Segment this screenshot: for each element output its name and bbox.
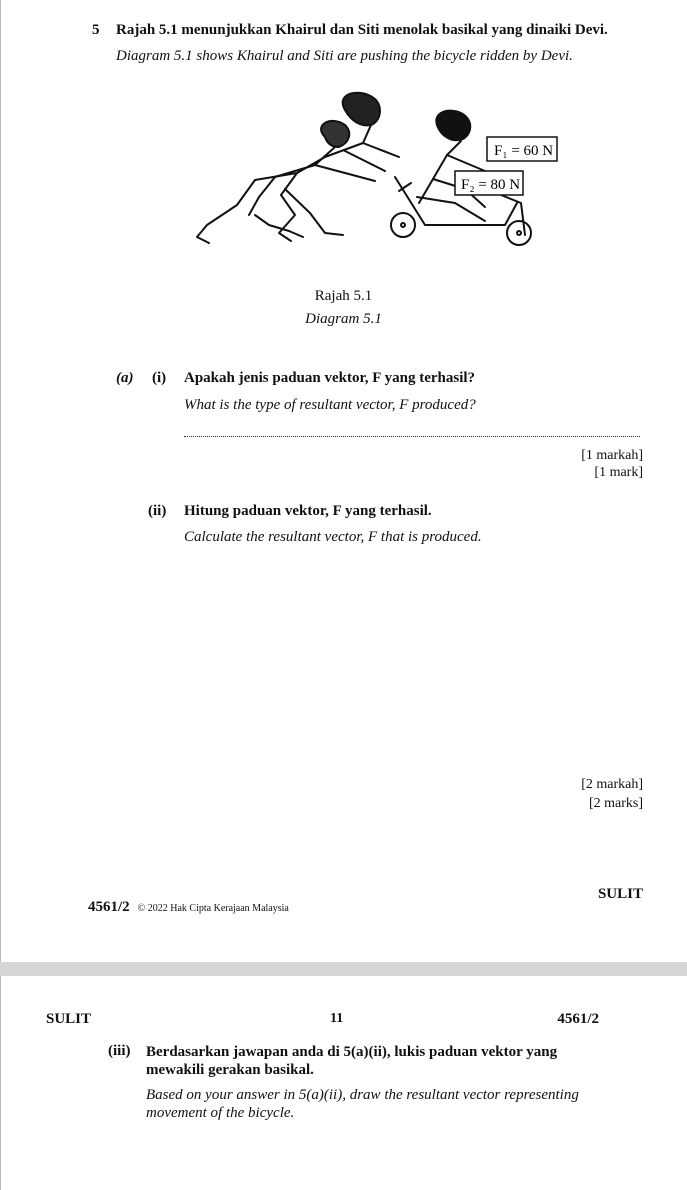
q1-label: (i) [152, 370, 167, 386]
intro-malay: Rajah 5.1 menunjukkan Khairul dan Siti menolak basikal yang dinaiki Devi. [116, 22, 608, 38]
footer-status: SULIT [597, 886, 643, 902]
part-a-label: (a) [116, 370, 134, 386]
question-number: 5 [92, 22, 100, 38]
f1-label: F₁ = 60 N [494, 143, 554, 159]
q1-english: What is the type of resultant vector, F produced? [184, 397, 476, 413]
bicycle-pushing-figure [185, 85, 565, 250]
q2-answer-space[interactable] [184, 560, 640, 760]
q3-malay: Berdasarkan jawapan anda di 5(a)(ii), lukis paduan vektor yang mewakili gerakan basikal. [146, 1044, 558, 1078]
page-break [0, 962, 687, 976]
q1-marks-malay: [1 markah] [581, 448, 643, 463]
footer-left [88, 898, 289, 916]
footer-copyright: © 2022 Hak Cipta Kerajaan Malaysia [137, 903, 289, 914]
page-edge [0, 0, 1, 1190]
q2-marks-english: [2 marks] [588, 796, 643, 811]
header-left: SULIT [46, 1011, 92, 1027]
answer-line[interactable] [184, 436, 640, 437]
q2-malay: Hitung paduan vektor, F yang terhasil. [184, 503, 432, 519]
q1-marks-english: [1 mark] [594, 465, 643, 480]
intro-english: Diagram 5.1 shows Khairul and Siti are pushing the bicycle ridden by Devi. [116, 48, 573, 64]
q2-marks-malay: [2 markah] [581, 777, 643, 792]
figure-caption-english: Diagram 5.1 [305, 311, 382, 327]
f2-label: F₂ = 80 N [461, 177, 521, 193]
q1-malay: Apakah jenis paduan vektor, F yang terhasil? [184, 370, 476, 386]
footer-code: 4561/2 [88, 899, 130, 915]
header-right: 4561/2 [557, 1011, 599, 1027]
q3-english: Based on your answer in 5(a)(ii), draw the resultant vector representing movement of the bicycle. [146, 1087, 579, 1121]
figure-caption-malay: Rajah 5.1 [314, 288, 373, 304]
q2-label: (ii) [148, 503, 167, 519]
q2-english: Calculate the resultant vector, F that is produced. [184, 529, 482, 545]
header-page-number: 11 [330, 1011, 344, 1026]
q3-label: (iii) [108, 1043, 131, 1059]
